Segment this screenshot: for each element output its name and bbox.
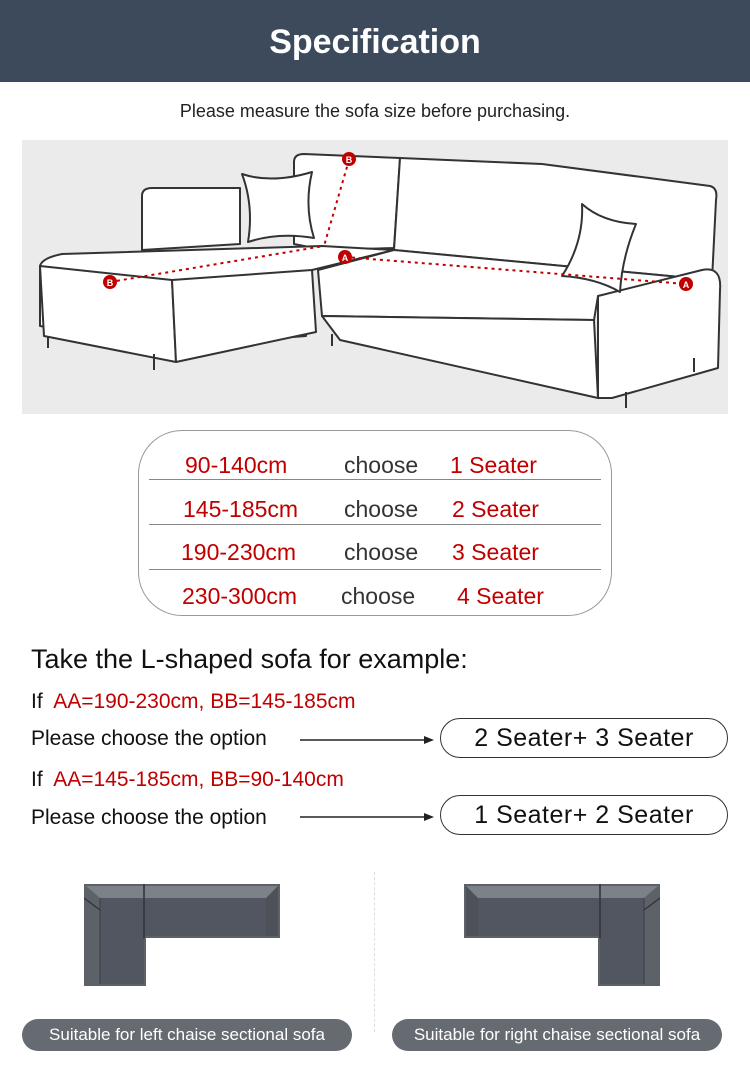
svg-text:B: B	[106, 278, 114, 288]
size-row	[139, 488, 611, 528]
example-condition	[31, 690, 356, 714]
size-chart	[138, 430, 612, 616]
size-range: 145-185cm	[183, 496, 299, 522]
left-chaise-sofa-icon	[84, 880, 282, 990]
right-chaise-label: Suitable for right chaise sectional sofa	[392, 1019, 722, 1051]
choose-label: choose	[341, 583, 416, 609]
marker-b-icon	[342, 152, 356, 166]
arrow-right-icon	[300, 811, 436, 823]
choose-label: choose	[344, 496, 419, 522]
size-row	[139, 531, 611, 571]
page-header	[0, 0, 750, 82]
arrow-right-icon	[300, 734, 436, 746]
if-label: If	[31, 690, 43, 713]
marker-b-icon	[103, 275, 117, 289]
section-divider	[374, 872, 375, 1032]
marker-a-icon	[338, 250, 352, 264]
condition-values: AA=190-230cm, BB=145-185cm	[53, 690, 356, 713]
sofa-measure-illustration	[22, 140, 728, 414]
seater-option: 1 Seater	[450, 452, 537, 478]
svg-text:A: A	[682, 280, 690, 290]
size-range: 190-230cm	[181, 539, 297, 565]
size-row	[139, 444, 611, 484]
size-range: 230-300cm	[182, 583, 298, 609]
svg-text:B: B	[345, 155, 353, 165]
example-condition	[31, 768, 344, 792]
size-range: 90-140cm	[185, 452, 288, 478]
seater-option: 2 Seater	[452, 496, 539, 522]
l-shaped-sofa-drawing	[22, 140, 728, 414]
option-result: 1 Seater+ 2 Seater	[440, 795, 728, 835]
row-divider	[149, 569, 601, 570]
row-divider	[149, 524, 601, 525]
choose-prompt: Please choose the option	[31, 727, 267, 750]
row-divider	[149, 479, 601, 480]
left-chaise-label: Suitable for left chaise sectional sofa	[22, 1019, 352, 1051]
choose-label: choose	[344, 452, 419, 478]
right-chaise-sofa-icon	[462, 880, 660, 990]
example-heading: Take the L-shaped sofa for example:	[31, 644, 468, 674]
seater-option: 3 Seater	[452, 539, 539, 565]
if-label: If	[31, 768, 43, 791]
size-row	[139, 575, 611, 615]
choose-prompt: Please choose the option	[31, 806, 267, 829]
page-title: Specification	[269, 23, 481, 61]
marker-a-icon	[679, 277, 693, 291]
option-result: 2 Seater+ 3 Seater	[440, 718, 728, 758]
seater-option: 4 Seater	[457, 583, 544, 609]
measure-instruction: Please measure the sofa size before purchasing.	[179, 101, 571, 121]
svg-text:A: A	[341, 253, 349, 263]
choose-label: choose	[344, 539, 419, 565]
condition-values: AA=145-185cm, BB=90-140cm	[53, 768, 344, 791]
